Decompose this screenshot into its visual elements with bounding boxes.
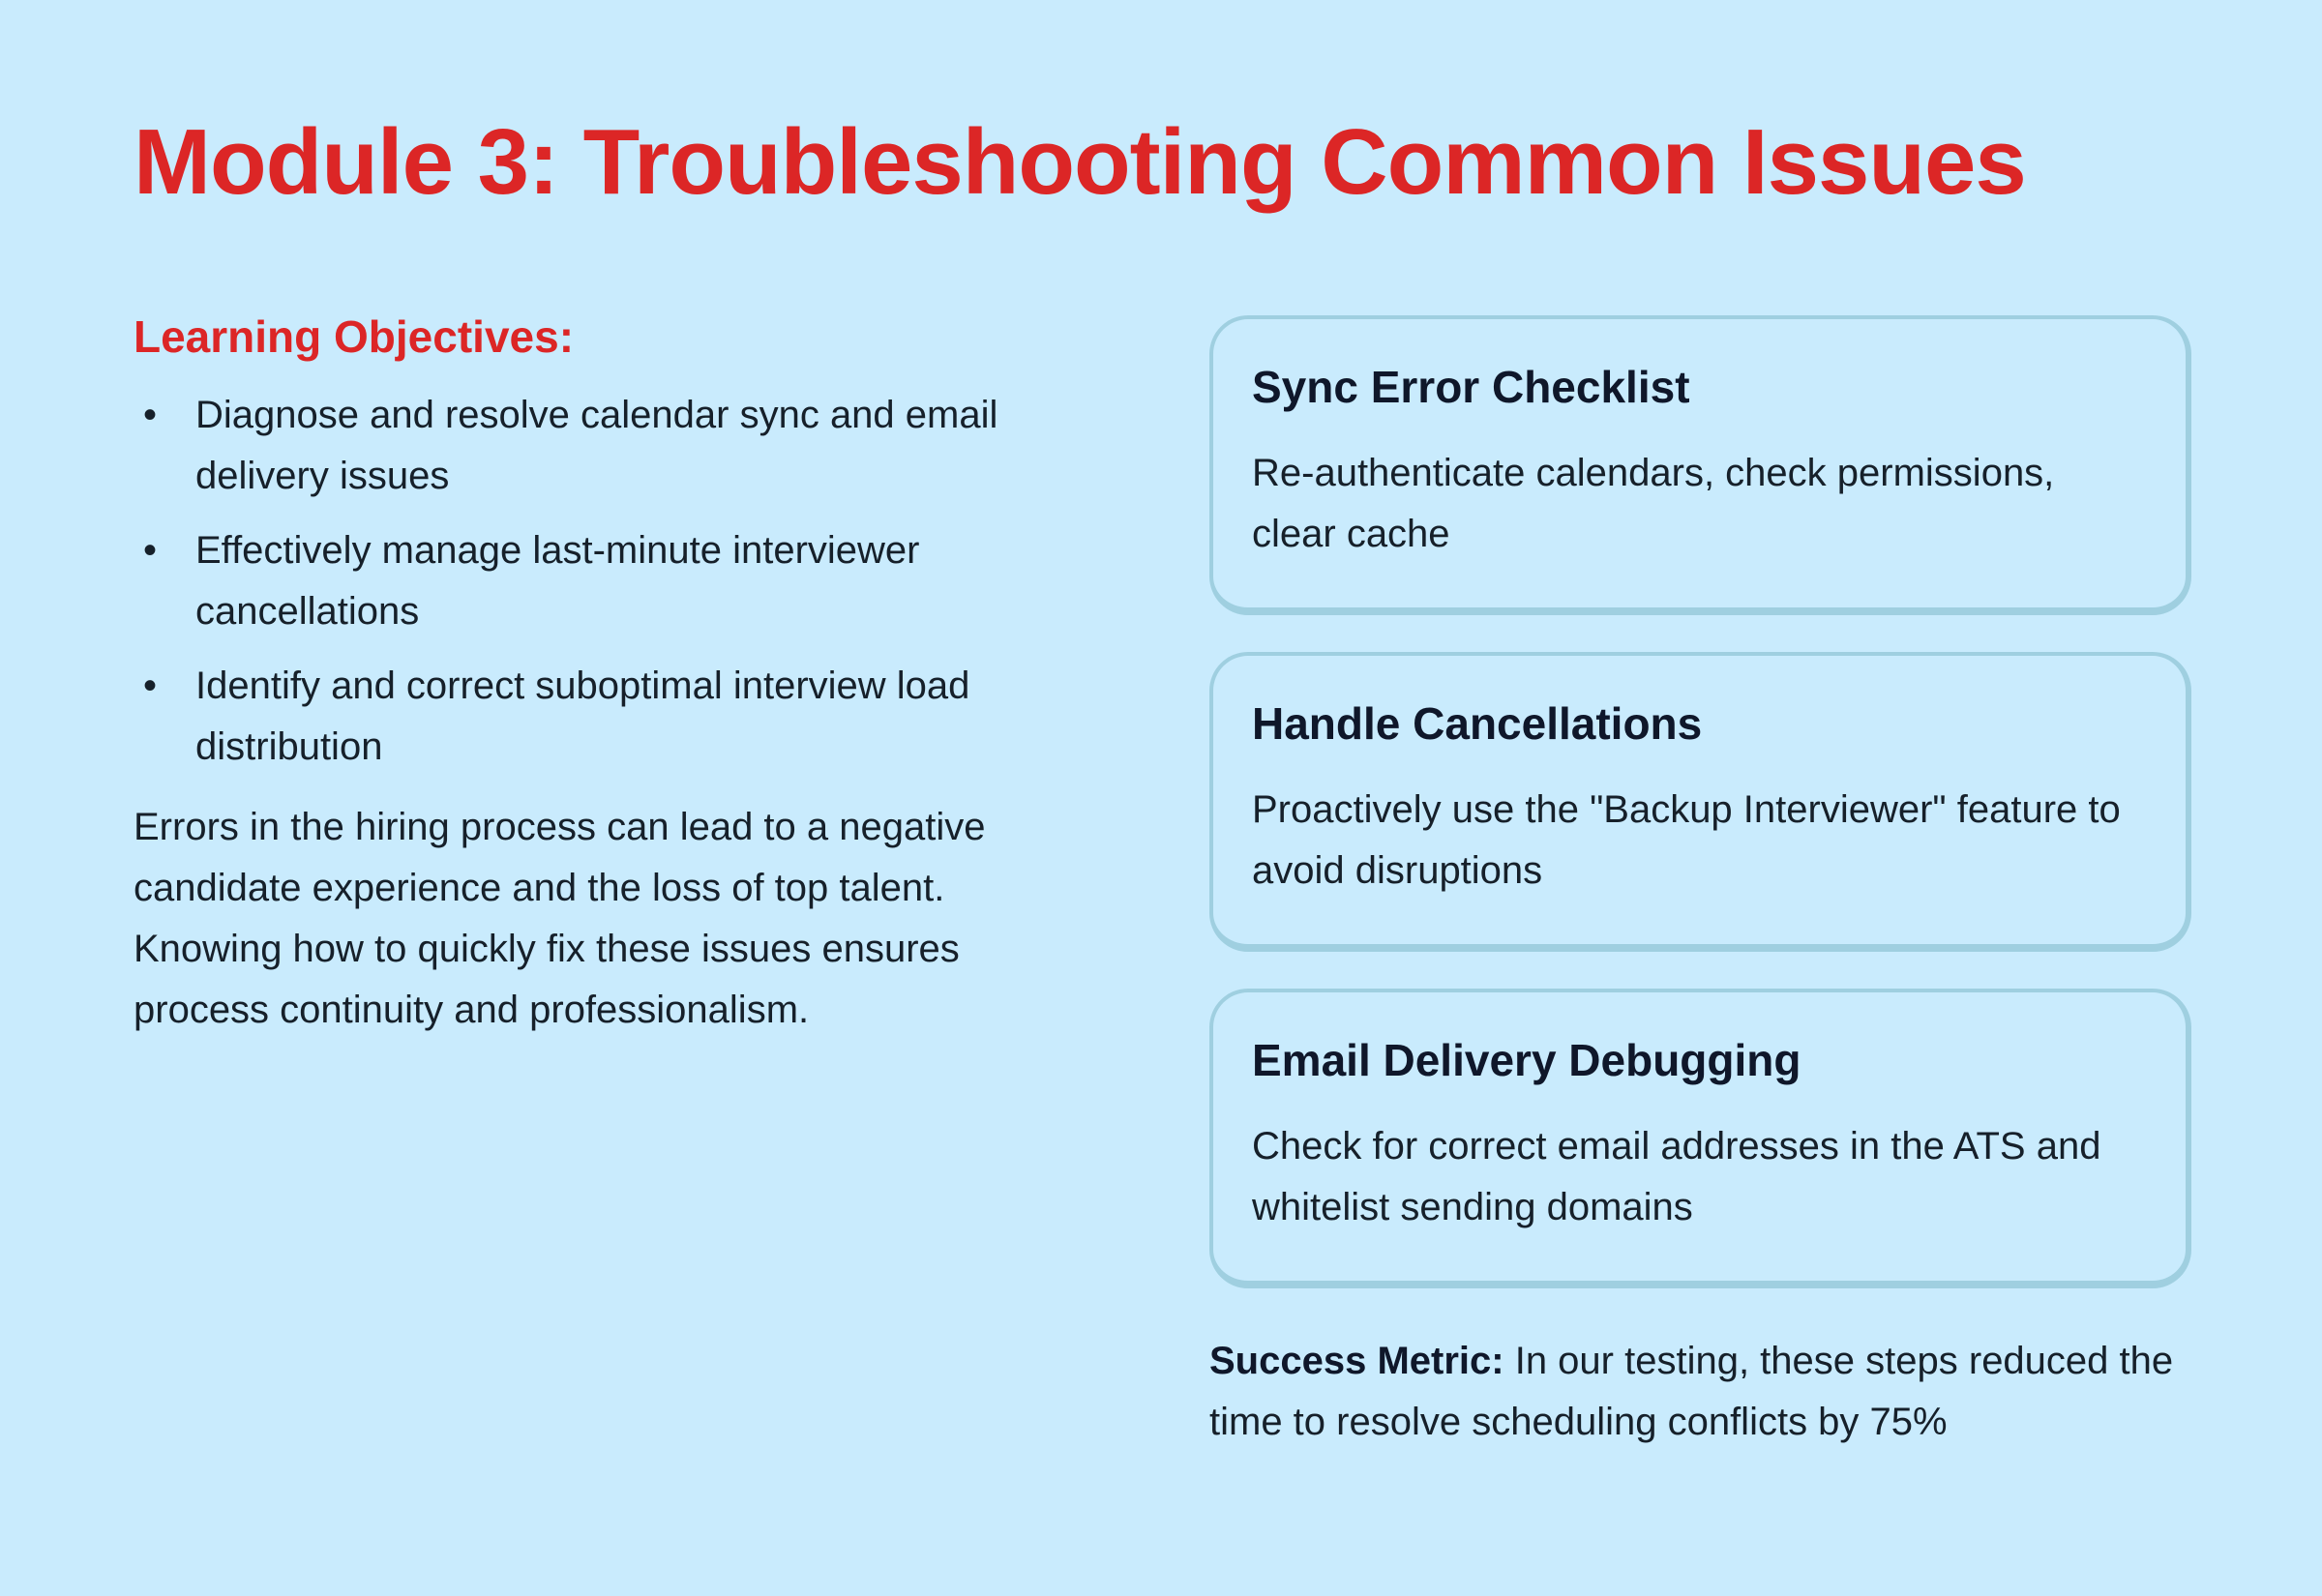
bullet-icon: • <box>143 394 158 436</box>
objective-item <box>134 656 1062 778</box>
card-title: Sync Error Checklist <box>1252 362 1690 412</box>
objective-text: Effectively manage last-minute interviewer cancellations <box>195 529 920 633</box>
card-body: Proactively use the "Backup Interviewer" feature to avoid disruptions <box>1252 788 2121 892</box>
success-metric-label: Success Metric: <box>1209 1340 1504 1382</box>
learning-objectives-section <box>134 308 1062 1041</box>
context-paragraph: Errors in the hiring process can lead to a negative candidate experience and the loss of top talent. Knowing how to quickly fix these issues ensures process continuity and professionalism. <box>134 806 986 1031</box>
objective-text: Identify and correct suboptimal interview load distribution <box>195 665 970 768</box>
bullet-icon: • <box>143 665 158 707</box>
card-handle-cancellations <box>1209 652 2191 952</box>
objective-text: Diagnose and resolve calendar sync and email delivery issues <box>195 394 998 497</box>
bullet-icon: • <box>143 529 158 572</box>
objectives-list <box>134 385 1062 778</box>
card-title: Email Delivery Debugging <box>1252 1035 1801 1085</box>
success-metric-text: In our testing, these steps reduced the time to resolve scheduling conflicts by 75% <box>1209 1340 2174 1443</box>
card-email-delivery-debugging <box>1209 989 2191 1288</box>
tips-cards <box>1209 315 2191 1325</box>
card-sync-error-checklist <box>1209 315 2191 615</box>
card-body: Re-authenticate calendars, check permissions, clear cache <box>1252 452 2055 555</box>
success-metric <box>1209 1331 2196 1453</box>
objective-item <box>134 520 1062 642</box>
card-body: Check for correct email addresses in the ATS and whitelist sending domains <box>1252 1125 2101 1228</box>
objectives-heading: Learning Objectives: <box>134 311 575 362</box>
page-title: Module 3: Troubleshooting Common Issues <box>134 110 2026 214</box>
objective-item <box>134 385 1062 507</box>
card-title: Handle Cancellations <box>1252 698 1703 749</box>
